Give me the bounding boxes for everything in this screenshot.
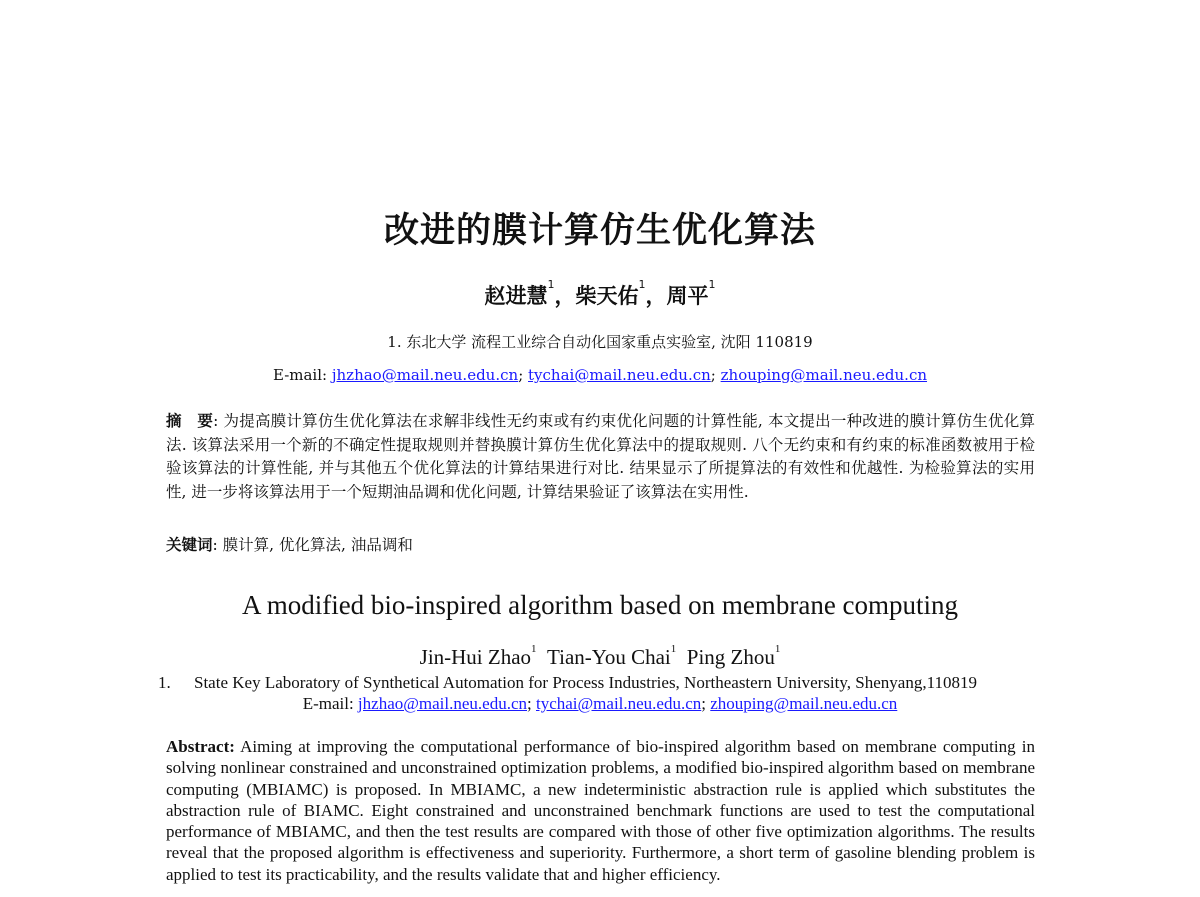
chinese-keywords [166, 533, 1035, 555]
email-link-chai[interactable]: tychai@mail.neu.edu.cn [528, 366, 711, 384]
abstract-text: : 为提高膜计算仿生优化算法在求解非线性无约束或有约束优化问题的计算性能, 本文提出一种改进的膜计算仿生优化算法. 该算法采用一个新的不确定性提取规则并替换膜计算仿生优化算法中的提取规则. 八个无约束和有约束的标准函数被用于检验该算法的计算性能, 并与其他五个优化算法的计算结果进行对比. 结果显示了所提算法的有效性和优越性. 为检验算法的实用性, 进一步将该算法用于一个短期油品调和优化问题, 计算结果验证了该算法在实用性. [166, 412, 1035, 501]
author-affil-sup: 1 [670, 643, 677, 655]
author-name: Ping Zhou [686, 645, 775, 669]
chinese-title: 改进的膜计算仿生优化算法 [383, 211, 816, 251]
keywords-text: : 膜计算, 优化算法, 油品调和 [212, 536, 413, 554]
author-name: Jin-Hui Zhao [419, 645, 532, 669]
chinese-abstract [166, 410, 1035, 504]
author-affil-sup: 1 [638, 278, 646, 291]
email-link-zhou[interactable]: zhouping@mail.neu.edu.cn [710, 694, 898, 713]
email-separator: ; [710, 366, 721, 384]
email-link-zhao[interactable]: jhzhao@mail.neu.edu.cn [331, 366, 519, 384]
abstract-label: 摘 要 [166, 412, 214, 430]
author-affil-sup: 1 [708, 278, 716, 291]
author-name: 赵进慧 [484, 284, 548, 308]
author-separator: ， [645, 284, 667, 308]
english-abstract [166, 736, 1035, 885]
chinese-email-line [0, 366, 1200, 384]
email-separator: ; [527, 694, 536, 713]
english-authors [0, 645, 1200, 670]
email-label: E-mail: [272, 366, 332, 384]
author-name: 柴天佑 [575, 284, 639, 308]
keywords-label: 关键词 [166, 536, 213, 554]
email-link-zhou[interactable]: zhouping@mail.neu.edu.cn [720, 366, 928, 384]
english-title: A modified bio-inspired algorithm based on membrane computing [241, 590, 959, 620]
abstract-label: Abstract: [166, 737, 235, 756]
email-separator: ; [701, 694, 711, 713]
author-affil-sup: 1 [774, 643, 781, 655]
email-link-zhao[interactable]: jhzhao@mail.neu.edu.cn [357, 694, 527, 713]
email-label: E-mail: [302, 694, 358, 713]
author-name: 周平 [666, 284, 709, 308]
author-affil-sup: 1 [547, 278, 555, 291]
affiliation-text: State Key Laboratory of Synthetical Automation for Process Industries, Northeastern University, Shenyang,110819 [194, 673, 977, 692]
author-affil-sup: 1 [531, 643, 537, 655]
chinese-affiliation: 1. 东北大学 流程工业综合自动化国家重点实验室, 沈阳 110819 [387, 333, 813, 351]
english-email-line [0, 694, 1200, 714]
email-separator: ; [518, 366, 529, 384]
chinese-authors [0, 280, 1200, 310]
author-name: Tian-You Chai [547, 645, 671, 669]
affiliation-number: 1. [158, 673, 171, 692]
author-separator: ， [554, 284, 576, 308]
email-link-chai[interactable]: tychai@mail.neu.edu.cn [535, 694, 702, 713]
abstract-text: Aiming at improving the computational performance of bio-inspired algorithm based on membrane computing in solving nonlinear constrained and unconstrained optimization problems, a modified bio-inspired algorithm based on membrane computing (MBIAMC) is proposed. In MBIAMC, a new indeterministic abstraction rule is applied which substitutes the abstraction rule of BIAMC. Eight constrained and unconstrained benchmark functions are used to test the computational performance of MBIAMC, and then the test results are compared with those of other five optimization algorithms. The results reveal that the proposed algorithm is effectiveness and superiority. Furthermore, a short term of gasoline blending problem is applied to test its practicability, and the results validate that and higher efficiency. [166, 737, 1035, 884]
